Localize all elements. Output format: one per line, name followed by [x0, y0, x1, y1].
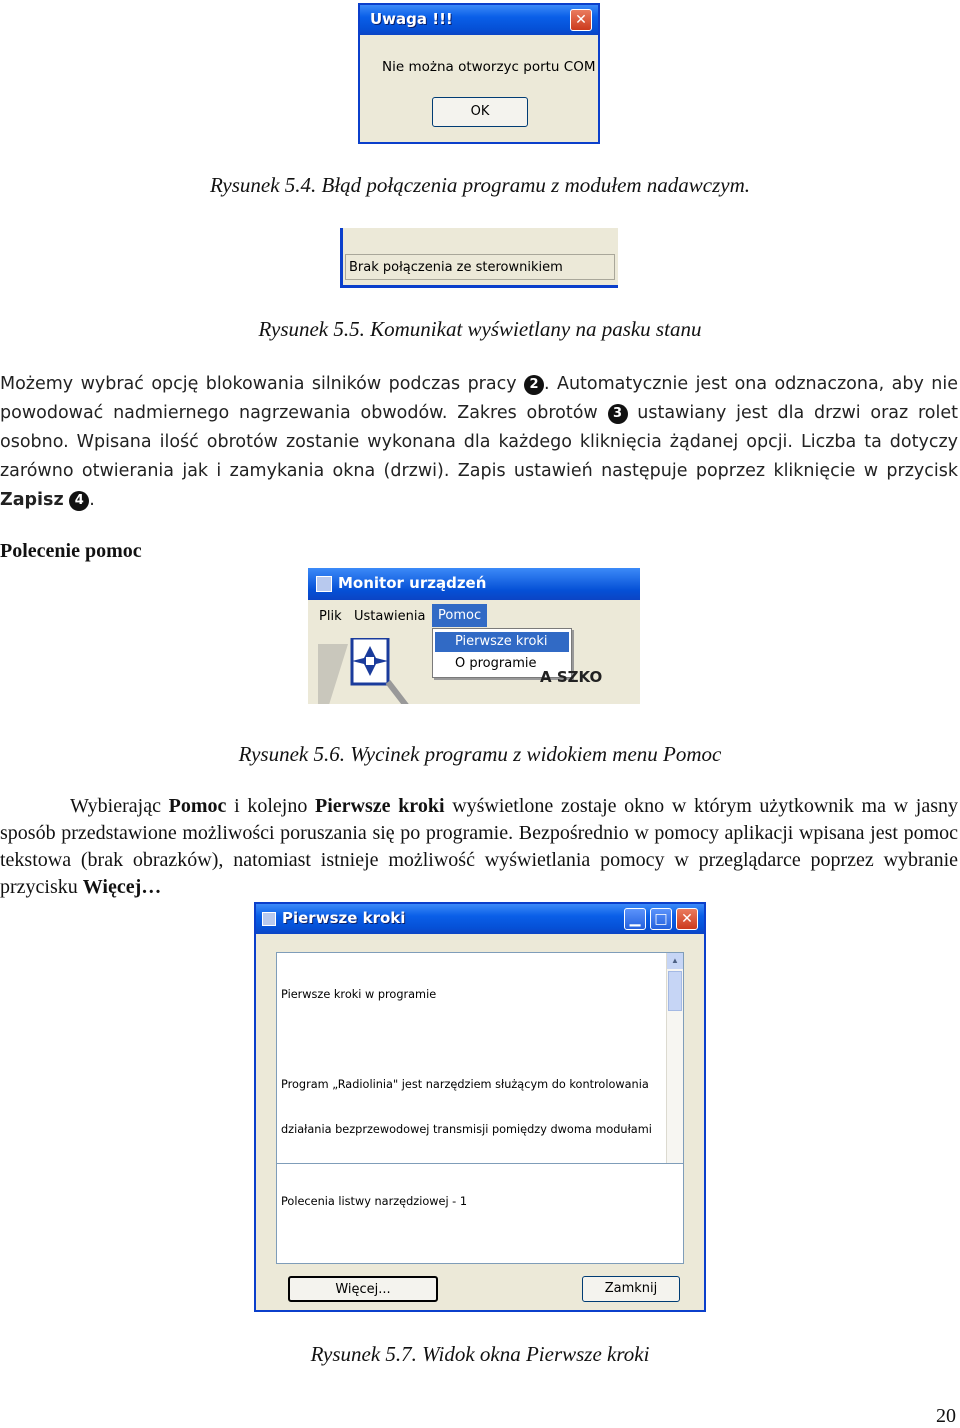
marker-2: 2: [524, 375, 544, 395]
marker-4: 4: [69, 491, 89, 511]
monitor-title: Monitor urządzeń: [338, 574, 487, 592]
scrollbar[interactable]: [666, 953, 683, 1163]
section-heading: Polecenie pomoc: [0, 540, 142, 562]
help-text-content: [281, 957, 665, 1164]
caption-5-7: Rysunek 5.7. Widok okna Pierwsze kroki: [310, 1342, 650, 1366]
menu-item-o-programie[interactable]: O programie: [455, 656, 537, 671]
close-icon[interactable]: ✕: [676, 908, 698, 930]
bold-wiecej: Więcej…: [82, 876, 162, 898]
background-text: A SZKO: [540, 668, 603, 686]
monitor-window-snippet: [308, 568, 640, 704]
first-steps-title: Pierwsze kroki: [282, 909, 406, 927]
status-bar-snippet: [340, 228, 618, 288]
close-button[interactable]: Zamknij: [582, 1276, 680, 1302]
help-text-area[interactable]: [276, 952, 684, 1164]
maximize-icon[interactable]: □: [650, 908, 672, 930]
error-message: Nie można otworzyc portu COM: [382, 59, 596, 75]
bold-pierwsze-kroki: Pierwsze kroki: [315, 795, 445, 817]
first-steps-titlebar: [256, 904, 704, 934]
help-line: działania bezprzewodowej transmisji pomiędzy dwoma modułami: [281, 1123, 652, 1136]
ok-button[interactable]: OK: [432, 97, 528, 127]
error-dialog-titlebar: [360, 5, 598, 35]
status-bar-panel: [345, 254, 615, 280]
minimize-icon[interactable]: ▁: [624, 908, 646, 930]
bold-zapisz: Zapisz: [0, 490, 64, 510]
window-app-icon: [262, 912, 276, 926]
error-dialog-title: Uwaga !!!: [370, 10, 453, 28]
help-line: [281, 1032, 665, 1047]
help-line: [281, 1239, 645, 1254]
caption-5-4: Rysunek 5.4. Błąd połączenia programu z modułem nadawczym.: [209, 173, 751, 197]
help-line: Pierwsze kroki w programie: [281, 988, 437, 1001]
scroll-thumb[interactable]: [668, 971, 682, 1011]
menu-pomoc[interactable]: Pomoc: [432, 604, 487, 627]
paragraph-help: Wybierając Pomoc i kolejno Pierwsze kroki wyświetlone zostaje okno w którym użytkownik ma w jasny sposób przedstawione możliwości poruszania się po programie. Bezpośrednio w pomocy aplikacji wpisana jest pomoc tekstowa (brak obrazków), natomiast istnieje możliwość wyświetlania pomocy w przeglądarce poprzez wybranie przycisku Więcej…: [0, 795, 958, 898]
close-icon[interactable]: ✕: [570, 9, 592, 31]
bold-pomoc: Pomoc: [168, 795, 227, 817]
first-steps-window: [254, 902, 706, 1312]
help-line: Polecenia listwy narzędziowej - 1: [281, 1195, 468, 1208]
paragraph-options: Możemy wybrać opcję blokowania silników podczas pracy 2 . Automatycznie jest ona odznaczona, aby nie powodować nadmiernego nagrzewania obwodów. Zakres obrotów 3 ustawiany jest dla drzwi oraz rolet osobno. Wpisana ilość obrotów zostanie wykonana dla każdego kliknięcia żądanej opcji. Liczba ta dotyczy zarówno otwierania jak i zamykania okna (drzwi). Zapis ustawień następuje poprzez kliknięcie w przycisk Zapisz 4 .: [0, 374, 958, 510]
status-text: Brak połączenia ze sterownikiem: [349, 260, 563, 275]
page-number: 20: [936, 1405, 956, 1427]
menu-item-pierwsze-kroki[interactable]: Pierwsze kroki: [435, 632, 569, 652]
caption-5-6: Rysunek 5.6. Wycinek programu z widokiem menu Pomoc: [238, 742, 722, 766]
caption-5-5: Rysunek 5.5. Komunikat wyświetlany na pasku stanu: [258, 317, 702, 341]
school-logo: [318, 638, 428, 704]
help-text-lower-content: [281, 1164, 645, 1264]
help-text-lower: [276, 1164, 684, 1264]
menu-plik[interactable]: Plik: [319, 609, 342, 624]
help-line: Program „Radiolinia" jest narzędziem służącym do kontrolowania: [281, 1078, 649, 1091]
more-button[interactable]: Więcej...: [288, 1276, 438, 1302]
scroll-up-icon[interactable]: ▲: [667, 953, 683, 969]
app-icon: [316, 576, 332, 592]
monitor-titlebar: [308, 568, 640, 600]
marker-3: 3: [608, 404, 628, 424]
menu-ustawienia[interactable]: Ustawienia: [354, 609, 426, 624]
error-dialog: [358, 3, 600, 144]
